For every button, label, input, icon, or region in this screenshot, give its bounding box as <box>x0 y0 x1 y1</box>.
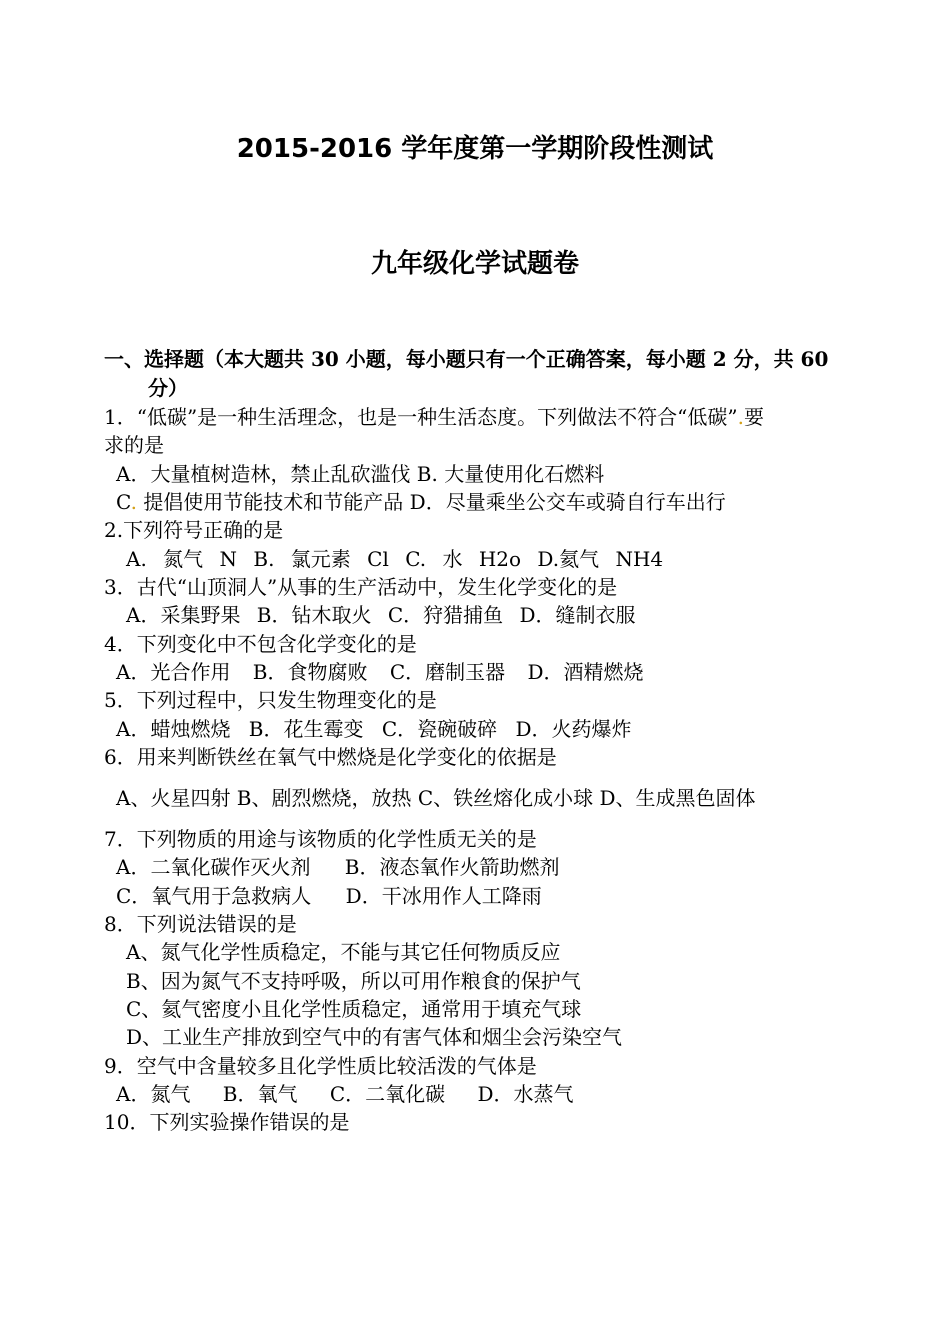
q1-stem-cont: 求的是 <box>104 433 164 457</box>
q2-options: A. 氮气 N B. 氯元素 Cl C. 水 H2o D.氦气 NH4 <box>126 547 664 571</box>
q4-stem: 4．下列变化中不包含化学变化的是 <box>104 632 417 656</box>
q7-options-ab: A．二氧化碳作灭火剂 B．液态氧作火箭助燃剂 <box>116 855 560 879</box>
q4-options: A．光合作用 B．食物腐败 C．磨制玉器 D．酒精燃烧 <box>116 660 644 684</box>
q1-options-ab: A．大量植树造林，禁止乱砍滥伐 B. 大量使用化石燃料 <box>116 462 605 486</box>
q10-stem: 10．下列实验操作错误的是 <box>104 1110 350 1134</box>
q8-stem: 8．下列说法错误的是 <box>104 912 297 936</box>
q6-options: A、火星四射 B、剧烈燃烧，放热 C、铁丝熔化成小球 D、生成黑色固体 <box>116 786 756 810</box>
q6-stem: 6．用来判断铁丝在氧气中燃烧是化学变化的依据是 <box>104 745 557 769</box>
q2-stem: 2.下列符号正确的是 <box>104 518 284 542</box>
q8-option-d: D、工业生产排放到空气中的有害气体和烟尘会污染空气 <box>126 1025 623 1049</box>
q5-options: A．蜡烛燃烧 B．花生霉变 C．瓷碗破碎 D．火药爆炸 <box>116 717 632 741</box>
q5-stem: 5．下列过程中，只发生物理变化的是 <box>104 688 437 712</box>
q8-option-b: B、因为氮气不支持呼吸，所以可用作粮食的保护气 <box>126 969 581 993</box>
q9-options: A．氮气 B．氧气 C．二氧化碳 D．水蒸气 <box>116 1082 574 1106</box>
q9-stem: 9．空气中含量较多且化学性质比较活泼的气体是 <box>104 1054 537 1078</box>
q1-options-cd: C. 提倡使用节能技术和节能产品 D．尽量乘坐公交车或骑自行车出行 <box>116 490 726 514</box>
q7-stem: 7．下列物质的用途与该物质的化学性质无关的是 <box>104 827 537 851</box>
q7-options-cd: C．氧气用于急救病人 D．干冰用作人工降雨 <box>116 884 542 908</box>
q1-stem: 1．“低碳”是一种生活理念，也是一种生活态度。下列做法不符合“低碳”.要 <box>104 405 764 429</box>
section-heading: 一、选择题（本大题共 30 小题，每小题只有一个正确答案，每小题 2 分，共 60 <box>104 347 829 371</box>
q3-options: A．采集野果 B．钻木取火 C．狩猎捕鱼 D．缝制衣服 <box>126 603 636 627</box>
page-subtitle: 九年级化学试题卷 <box>370 249 579 279</box>
q3-stem: 3．古代“山顶洞人”从事的生产活动中，发生化学变化的是 <box>104 575 618 599</box>
q8-option-c: C、氦气密度小且化学性质稳定，通常用于填充气球 <box>126 997 582 1021</box>
q8-option-a: A、氮气化学性质稳定，不能与其它任何物质反应 <box>126 940 561 964</box>
page-title: 2015-2016 学年度第一学期阶段性测试 <box>236 134 714 164</box>
section-heading-cont: 分） <box>148 376 188 400</box>
